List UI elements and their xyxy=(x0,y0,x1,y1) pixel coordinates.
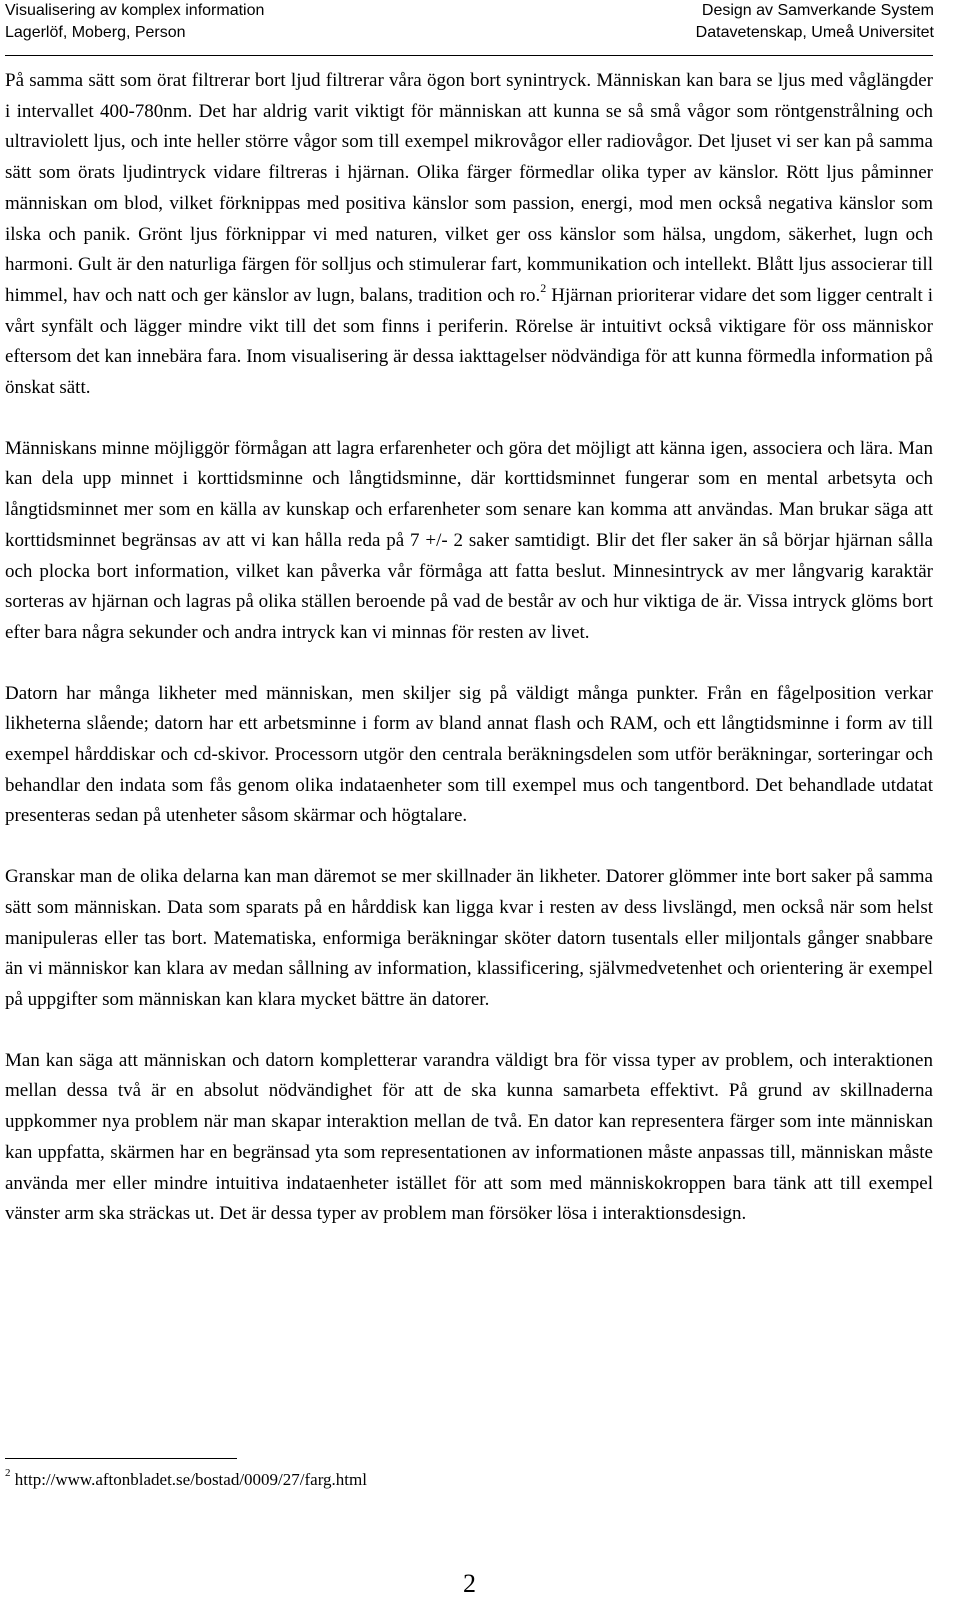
header-rule xyxy=(5,55,933,56)
header-right xyxy=(696,0,934,44)
header-left xyxy=(5,0,264,44)
footnote-number: 2 xyxy=(5,1467,11,1480)
page-header xyxy=(0,0,960,62)
page-number: 2 xyxy=(463,1569,476,1598)
header-department: Datavetenskap, Umeå Universitet xyxy=(695,24,934,41)
page-number-row xyxy=(0,1569,936,1599)
footnote xyxy=(5,1469,367,1491)
footnote-reference: 2 xyxy=(540,280,547,295)
footnote-url: http://www.aftonbladet.se/bostad/0009/27/farg.html xyxy=(10,1470,367,1489)
header-course-title: Visualisering av komplex information xyxy=(5,2,265,19)
paragraph-vision-part2: Hjärnan prioriterar vidare det som ligger centralt i vårt synfält och lägger mindre vikt till det som finns i periferin. Rörelse är intuitivt också viktigare för oss människor eftersom det kan innebära fara. Inom visualisering är dessa iakttagelser nödvändiga för att kunna förmedla information på önskat sätt. xyxy=(5,284,933,399)
body-text xyxy=(5,66,933,1230)
paragraph-memory: Människans minne möjliggör förmågan att lagra erfarenheter och göra det möjligt att känna igen, associera och lära. Man kan dela upp minnet i korttidsminne och långtidsminne, där korttidsminnet fungerar som en mental arbetsyta och långtidsminnet mer som en källa av kunskap och erfarenheter som senare kan komma att användas. Man brukar säga att korttidsminnet begränsas av att vi kan hålla reda på 7 +/- 2 saker samtidigt. Blir det fler saker än så börjar hjärnan sålla och plocka bort information, vilket kan påverka vår förmåga att fatta beslut. Minnesintryck av mer långvarig karaktär sorteras av hjärnan och lagras på olika ställen beroende på vad de består av och hur viktiga de är. Vissa intryck glöms bort efter bara några sekunder och andra intryck kan vi minnas för resten av livet. xyxy=(5,437,933,643)
paragraph-vision xyxy=(5,66,933,404)
paragraph-vision-part1: På samma sätt som örat filtrerar bort ljud filtrerar våra ögon bort synintryck. Människan kan bara se ljus med våglängder i intervallet 400-780nm. Det har aldrig varit viktigt för människan att kunna se så små vågor som röntgenstrålning och ultraviolett ljus, och inte heller större vågor som till exempel mikrovågor eller radiovågor. Det ljuset vi ser kan på samma sätt som örats ljudintryck vidare filtreras i hjärnan. Olika färger förmedlar olika typer av känslor. Rött ljus påminner människan om blod, vilket förknippas med positiva känslor som passion, energi, mod men också negativa känslor som ilska och panik. Grönt ljus förknippar vi med naturen, vilket ger oss känslor som hälsa, ungdom, säkerhet, lugn och harmoni. Gult är den naturliga färgen för solljus och stimulerar fart, kommunikation och intellekt. Blått ljus associerar till himmel, hav och natt och ger känslor av lugn, balans, tradition och ro. xyxy=(5,70,933,306)
header-authors: Lagerlöf, Moberg, Person xyxy=(5,24,186,41)
paragraph-interaction: Man kan säga att människan och datorn kompletterar varandra väldigt bra för vissa typer av problem, och interaktionen mellan dessa två är en absolut nödvändighet för att de ska kunna samarbeta effektivt. På grund av skillnaderna uppkommer nya problem när man skapar interaktion mellan de två. En dator kan representera färger som inte människan kan uppfatta, skärmen har en begränsad yta som representationen av informationen måste anpassas till, människan måste använda mer eller mindre intuitiva indataenheter istället för att som med människokroppen bara tänk att till exempel vänster arm ska sträckas ut. Det är dessa typer av problem man försöker lösa i interaktionsdesign. xyxy=(5,1049,933,1225)
header-course-name: Design av Samverkande System xyxy=(701,2,934,19)
paragraph-computer-differences: Granskar man de olika delarna kan man däremot se mer skillnader än likheter. Datorer glömmer inte bort saker på samma sätt som människan. Data som sparats på en hårddisk kan ligga kvar i resten av dess livslängd, men också när som helst manipuleras eller tas bort. Matematiska, enformiga beräkningar sköter datorn tusentals eller miljontals gånger snabbare än vi människor kan klara av medan sållning av information, klassificering, självmedvetenhet och orientering är exempel på uppgifter som människan kan klara mycket bättre än datorer. xyxy=(5,866,933,1010)
paragraph-computer-similarities: Datorn har många likheter med människan, men skiljer sig på väldigt många punkter. Från en fågelposition verkar likheterna slående; datorn har ett arbetsminne i form av bland annat flash och RAM, och ett långtidsminne i form av till exempel hårddiskar och cd-skivor. Processorn utgör den centrala beräkningsdelen som utför beräkningar, sorteringar och behandlar den indata som fås genom olika indataenheter som till exempel mus och tangentbord. Det behandlade utdatat presenteras sedan på utenheter såsom skärmar och högtalare. xyxy=(5,682,933,827)
footnote-rule xyxy=(5,1458,237,1459)
